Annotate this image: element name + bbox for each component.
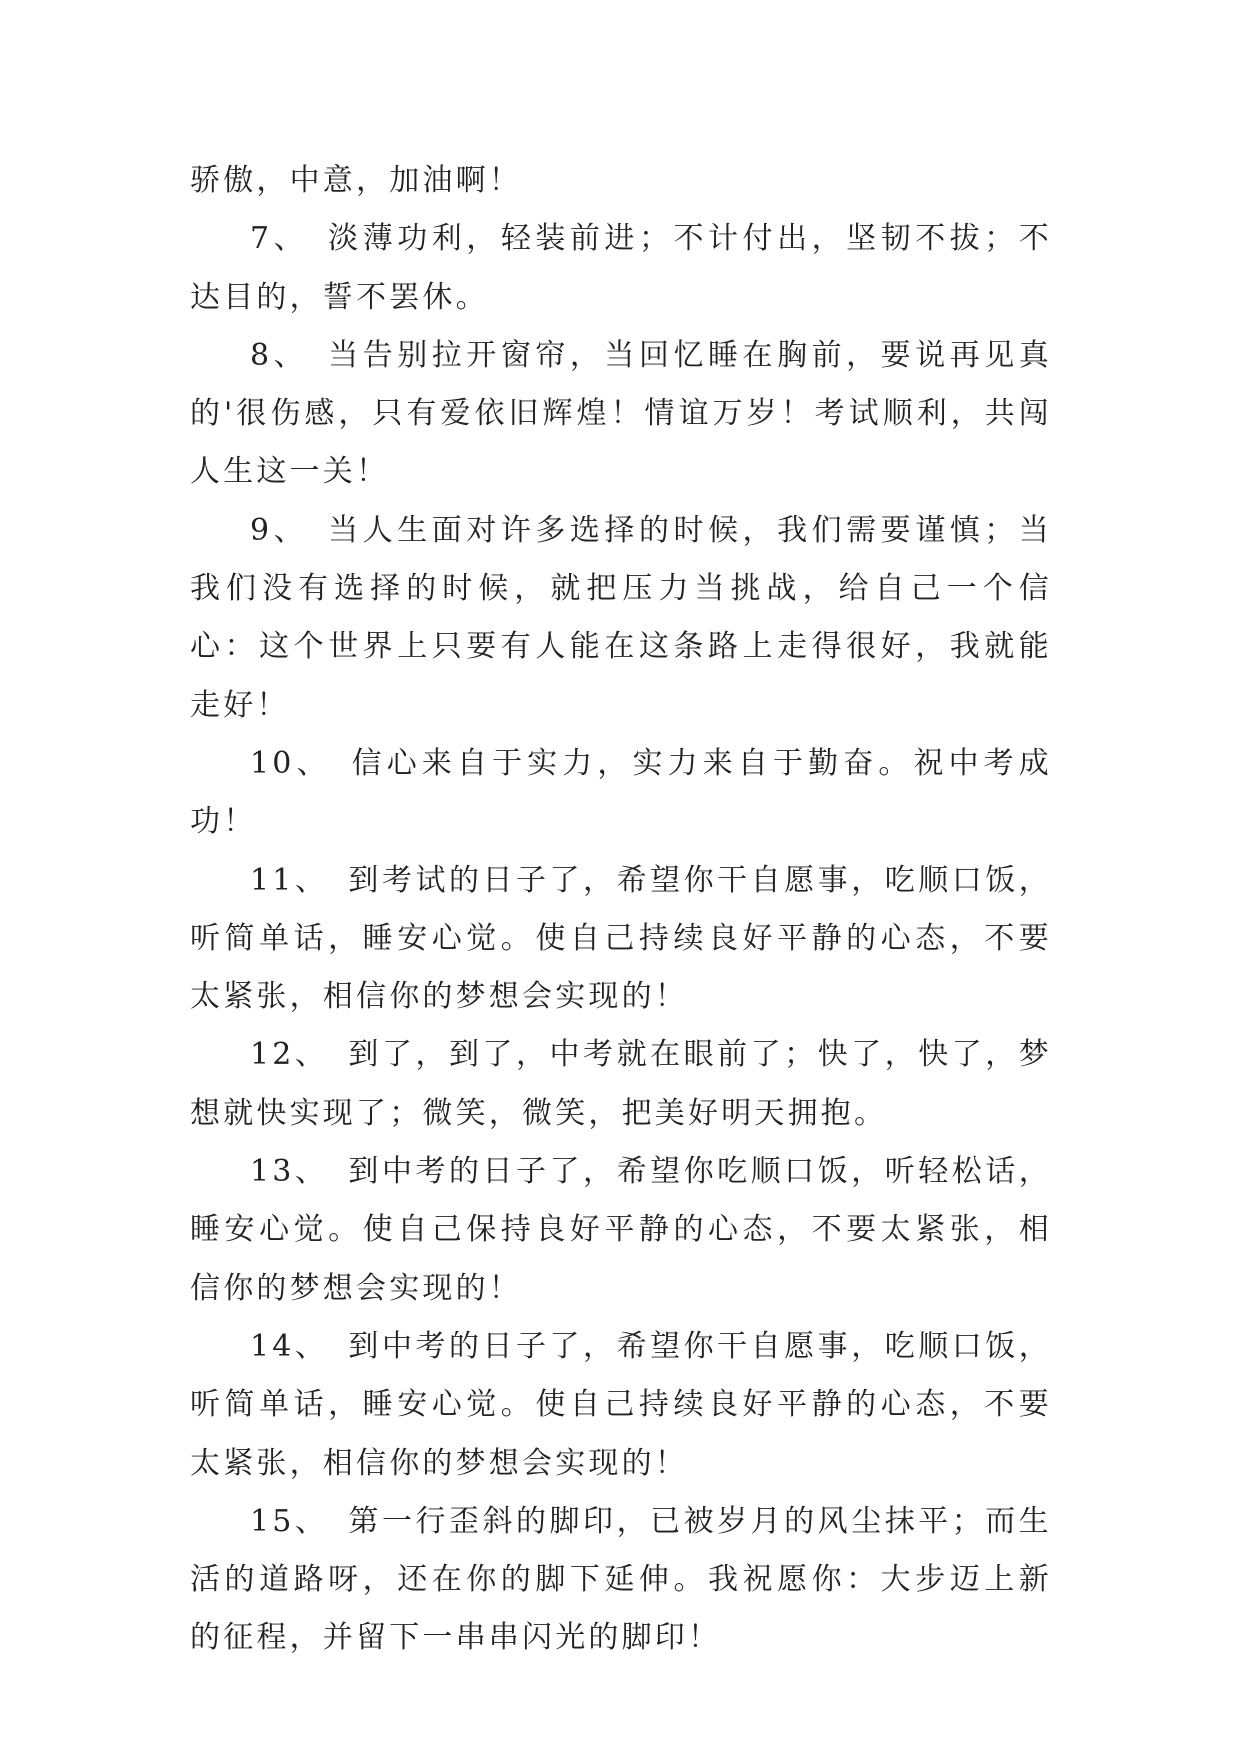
item-text: 到中考的日子了，希望你干自愿事，吃顺口饭，听简单话，睡安心觉。使自己持续良好平静的心态，不要太紧张，相信你的梦想会实现的！ xyxy=(190,1328,1052,1481)
item-text: 当告别拉开窗帘，当回忆睡在胸前，要说再见真的'很伤感，只有爱依旧辉煌！情谊万岁！考试顺利，共闯人生这一关！ xyxy=(190,337,1052,490)
item-number: 7、 xyxy=(250,221,309,257)
list-item xyxy=(190,852,1052,1027)
item-number: 9、 xyxy=(250,512,309,548)
item-number: 14、 xyxy=(250,1328,329,1364)
item-number: 10、 xyxy=(250,745,332,781)
item-number: 12、 xyxy=(250,1037,329,1073)
list-item xyxy=(190,210,1052,327)
item-text: 到中考的日子了，希望你吃顺口饭，听轻松话，睡安心觉。使自己保持良好平静的心态，不要太紧张，相信你的梦想会实现的！ xyxy=(190,1154,1052,1306)
document-body xyxy=(190,152,1052,1668)
continuation-paragraph: 骄傲，中意，加油啊！ xyxy=(190,163,522,198)
item-text: 当人生面对许多选择的时候，我们需要谨慎；当我们没有选择的时候，就把压力当挑战，给自己一个信心：这个世界上只要有人能在这条路上走得很好，我就能走好！ xyxy=(190,512,1052,723)
item-number: 8、 xyxy=(250,337,309,373)
item-text: 第一行歪斜的脚印，已被岁月的风尘抹平；而生活的道路呀，还在你的脚下延伸。我祝愿你：大步迈上新的征程，并留下一串串闪光的脚印！ xyxy=(190,1503,1052,1656)
list-item xyxy=(190,1143,1052,1318)
item-number: 15、 xyxy=(250,1503,329,1539)
list-item xyxy=(190,502,1052,735)
item-text: 到考试的日子了，希望你干自愿事，吃顺口饭，听简单话，睡安心觉。使自己持续良好平静的心态，不要太紧张，相信你的梦想会实现的！ xyxy=(190,862,1052,1015)
item-number: 13、 xyxy=(250,1154,329,1190)
list-item xyxy=(190,327,1052,502)
item-number: 11、 xyxy=(250,862,329,898)
item-text: 淡薄功利，轻装前进；不计付出，坚韧不拔；不达目的，誓不罢休。 xyxy=(190,221,1052,315)
list-item xyxy=(190,1493,1052,1668)
item-text: 到了，到了，中考就在眼前了；快了，快了，梦想就快实现了；微笑，微笑，把美好明天拥抱。 xyxy=(190,1037,1052,1131)
list-item xyxy=(190,1026,1052,1143)
list-item xyxy=(190,735,1052,852)
list-item xyxy=(190,1318,1052,1493)
item-text: 信心来自于实力，实力来自于勤奋。祝中考成功！ xyxy=(190,745,1052,840)
